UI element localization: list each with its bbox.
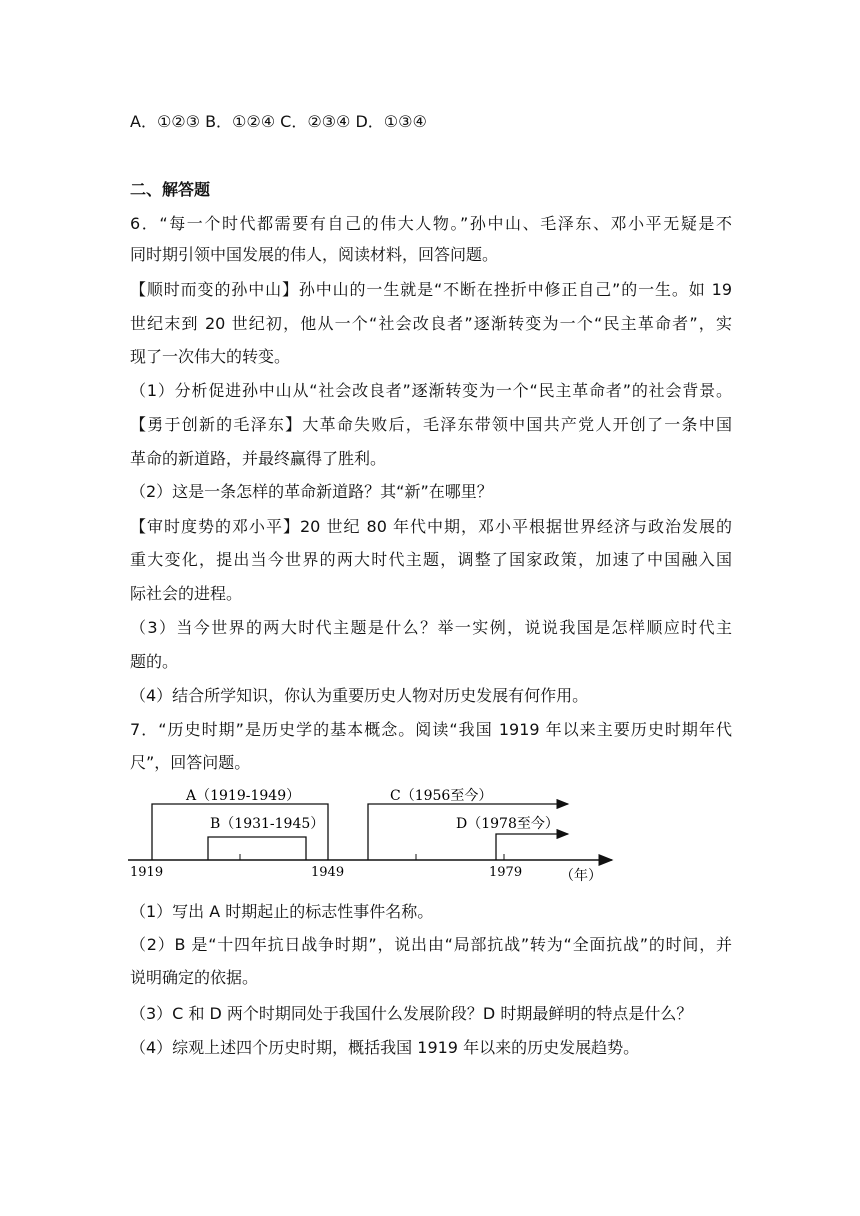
q6-subquestion-3-line-2: 题的。 (130, 652, 179, 671)
q6-subquestion-3-line-1: （3）当今世界的两大时代主题是什么？举一实例，说说我国是怎样顺应时代主 (130, 618, 732, 637)
q6-deng-line-3: 际社会的进程。 (130, 584, 243, 603)
timeline-svg (128, 780, 633, 890)
q6-sun-line-1: 【顺时而变的孙中山】孙中山的一生就是“不断在挫折中修正自己”的一生。如 19 (130, 280, 732, 299)
q6-subquestion-1: （1）分析促进孙中山从“社会改良者”逐渐转变为一个“民主革命者”的社会背景。 (130, 381, 732, 400)
period-c-label: C（1956至今） (390, 788, 493, 804)
q7-subquestion-2-line-2: 说明确定的依据。 (130, 968, 259, 987)
q7-intro-line-2: 尺”，回答问题。 (130, 753, 251, 772)
timeline-figure (128, 780, 633, 890)
period-b-bracket (208, 837, 306, 860)
q6-deng-line-2: 重大变化，提出当今世界的两大时代主题，调整了国家政策，加速了中国融入国 (130, 550, 732, 569)
tick-label-1949: 1949 (311, 865, 345, 880)
q6-mao-line-1: 【勇于创新的毛泽东】大革命失败后，毛泽东带领中国共产党人开创了一条中国 (130, 415, 732, 434)
period-c-arrow (368, 804, 568, 860)
period-d-arrow (496, 834, 568, 860)
answer-options: A．①②③ B．①②④ C．②③④ D．①③④ (130, 112, 427, 131)
q7-intro-line-1: 7．“历史时期”是历史学的基本概念。阅读“我国 1919 年以来主要历史时期年代 (130, 720, 732, 739)
tick-label-1919: 1919 (130, 865, 164, 880)
q6-intro-line-2: 同时期引领中国发展的伟人，阅读材料，回答问题。 (130, 245, 499, 264)
q6-deng-line-1: 【审时度势的邓小平】20 世纪 80 年代中期，邓小平根据世界经济与政治发展的 (130, 517, 732, 536)
q7-subquestion-4: （4）综观上述四个历史时期，概括我国 1919 年以来的历史发展趋势。 (130, 1038, 640, 1057)
q6-sun-line-2: 世纪末到 20 世纪初，他从一个“社会改良者”逐渐转变为一个“民主革命者”，实 (130, 314, 732, 333)
q7-subquestion-2-line-1: （2）B 是“十四年抗日战争时期”，说出由“局部抗战”转为“全面抗战”的时间，并 (130, 935, 732, 954)
q6-sun-line-3: 现了一次伟大的转变。 (130, 347, 291, 366)
q6-mao-line-2: 革命的新道路，并最终赢得了胜利。 (130, 449, 387, 468)
axis-unit-label: （年） (560, 868, 602, 884)
period-d-label: D（1978至今） (456, 816, 559, 832)
section-title: 二、解答题 (130, 180, 211, 199)
period-b-label: B（1931-1945） (210, 816, 325, 832)
period-a-label: A（1919-1949） (186, 788, 301, 804)
q7-subquestion-1: （1）写出 A 时期起止的标志性事件名称。 (130, 902, 434, 921)
period-a-bracket (152, 804, 328, 860)
q7-subquestion-3: （3）C 和 D 两个时期同处于我国什么发展阶段？D 时期最鲜明的特点是什么？ (130, 1004, 693, 1023)
tick-label-1979: 1979 (489, 865, 523, 880)
q6-subquestion-4: （4）结合所学知识，你认为重要历史人物对历史发展有何作用。 (130, 686, 589, 705)
q6-subquestion-2: （2）这是一条怎样的革命新道路？其“新”在哪里？ (130, 482, 493, 501)
q6-intro-line-1: 6．“每一个时代都需要有自己的伟大人物。”孙中山、毛泽东、邓小平无疑是不 (130, 214, 732, 233)
